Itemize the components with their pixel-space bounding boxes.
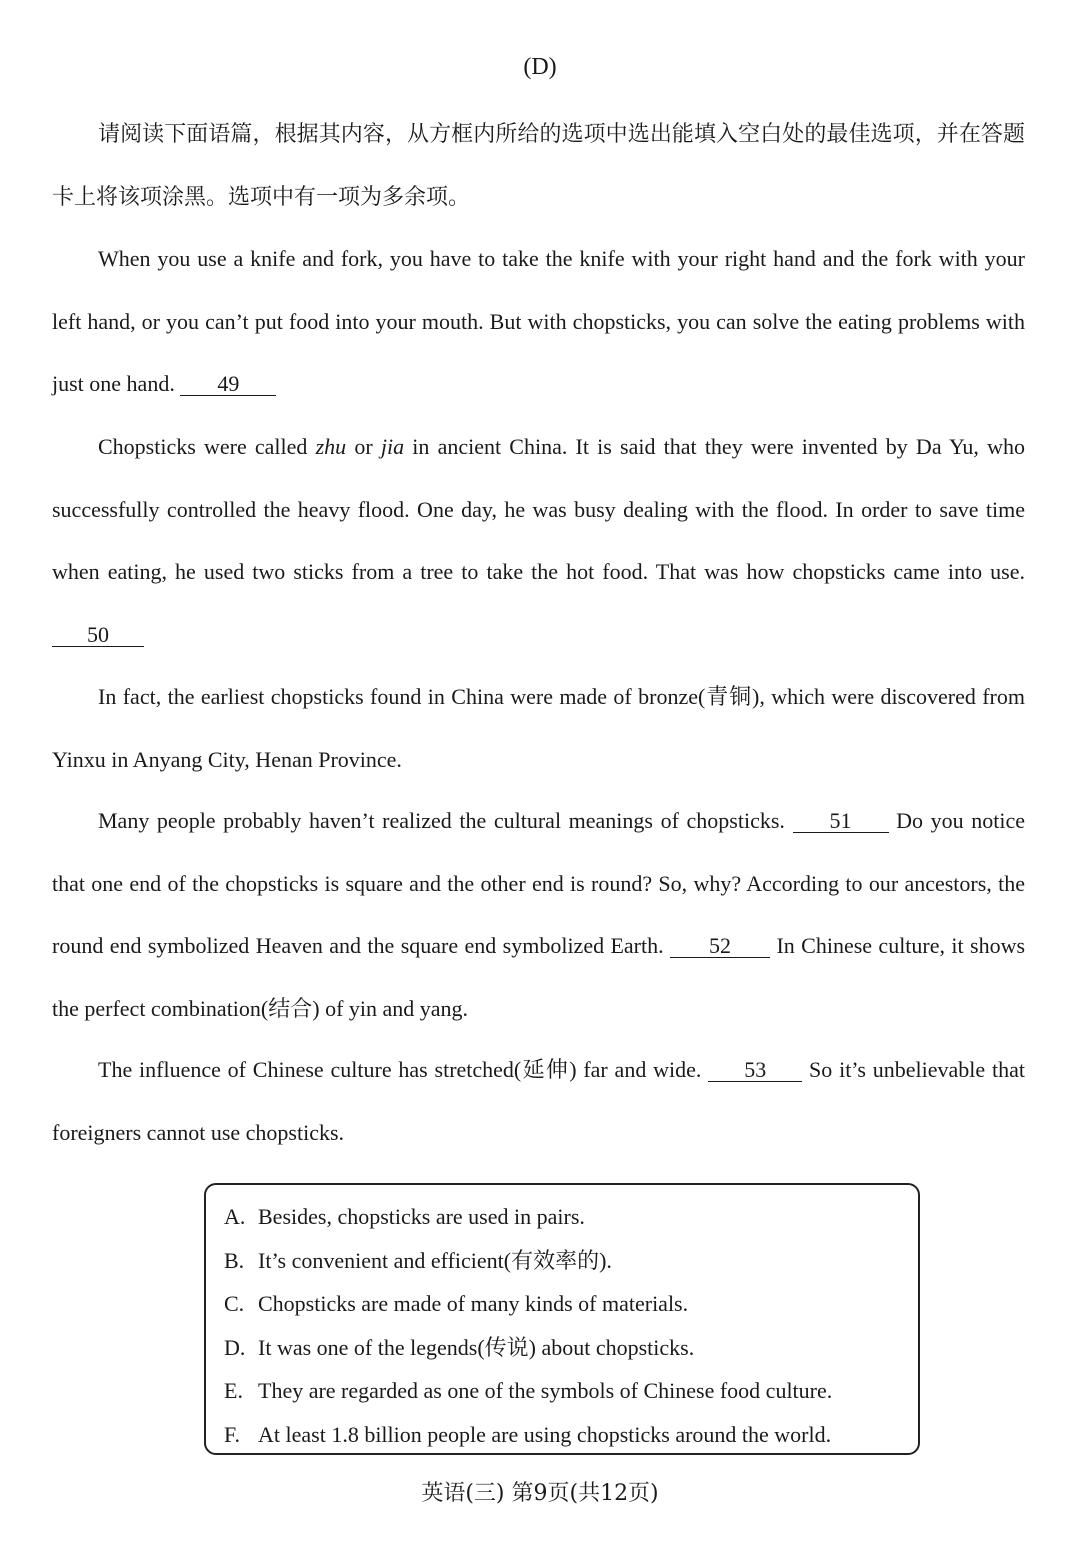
paragraph-5-text-b: So it’s unbelievable that foreigners cannot use chopsticks. [52,1057,1025,1145]
option-text: At least 1.8 billion people are using chopsticks around the world. [258,1421,832,1447]
term-jia: jia [380,434,405,459]
blank-52: 52 [670,935,770,958]
blank-51: 51 [793,810,889,833]
option-b [224,1239,918,1283]
paragraph-4-text-a: Many people probably haven’t realized the cultural meanings of chopsticks. [98,808,785,833]
paragraph-5-text-a: The influence of Chinese culture has stretched(延伸) far and wide. [98,1057,702,1082]
option-letter: A. [224,1204,246,1229]
instructions: 请阅读下面语篇，根据其内容，从方框内所给的选项中选出能填入空白处的最佳选项，并在答题卡上将该项涂黑。选项中有一项为多余项。 [52,122,1025,210]
option-f [224,1413,918,1457]
paragraph-2 [52,416,1025,666]
paragraph-2-or: or [346,434,381,459]
paragraph-1-text: When you use a knife and fork, you have to take the knife with your right hand and the fork with your left hand, or you can’t put food into your mouth. But with chopsticks, you can solve the eating problems with just one hand. [52,246,1025,396]
option-letter: D. [224,1334,246,1360]
option-e [224,1369,918,1413]
option-text: Chopsticks are made of many kinds of materials. [258,1291,689,1317]
option-text: They are regarded as one of the symbols of Chinese food culture. [258,1378,833,1404]
option-letter: F. [224,1421,240,1447]
option-d [224,1326,918,1370]
option-text: Besides, chopsticks are used in pairs. [258,1204,585,1229]
page-footer: 英语(三) 第9页(共12页) [421,1481,659,1506]
option-text: It was one of the legends(传说) about chopsticks. [258,1334,695,1360]
paragraph-2-text-b: in ancient China. It is said that they were invented by Da Yu, who successfully controlled the heavy flood. One day, he was busy dealing with the flood. In order to save time when eating, he used two sticks from a tree to take the hot food. That was how chopsticks came into use. [52,434,1025,584]
blank-50: 50 [52,624,144,647]
paragraph-4 [52,790,1025,1040]
section-title: (D) [523,54,557,80]
paragraph-4-text-b: Do you notice that one end of the chopsticks is square and the other end is round? So, why? According to our ancestors, the round end symbolized Heaven and the square end symbolized Earth. [52,808,1025,958]
options-box [204,1183,920,1455]
option-letter: C. [224,1291,245,1317]
blank-49: 49 [180,373,276,396]
paragraph-3: In fact, the earliest chopsticks found in China were made of bronze(青铜), which were discovered from Yinxu in Anyang City, Henan Province. [52,684,1025,772]
option-c [224,1282,918,1326]
paragraph-1 [52,228,1025,416]
paragraph-2-text-a: Chopsticks were called [98,434,316,459]
option-text: It’s convenient and efficient(有效率的). [258,1247,612,1273]
blank-53: 53 [708,1059,802,1082]
paragraph-5 [52,1039,1025,1164]
option-letter: E. [224,1378,243,1404]
term-zhu: zhu [315,434,347,459]
option-letter: B. [224,1247,245,1273]
option-a [224,1195,918,1239]
paragraph-4-text-c: In Chinese culture, it shows the perfect combination(结合) of yin and yang. [52,933,1026,1021]
